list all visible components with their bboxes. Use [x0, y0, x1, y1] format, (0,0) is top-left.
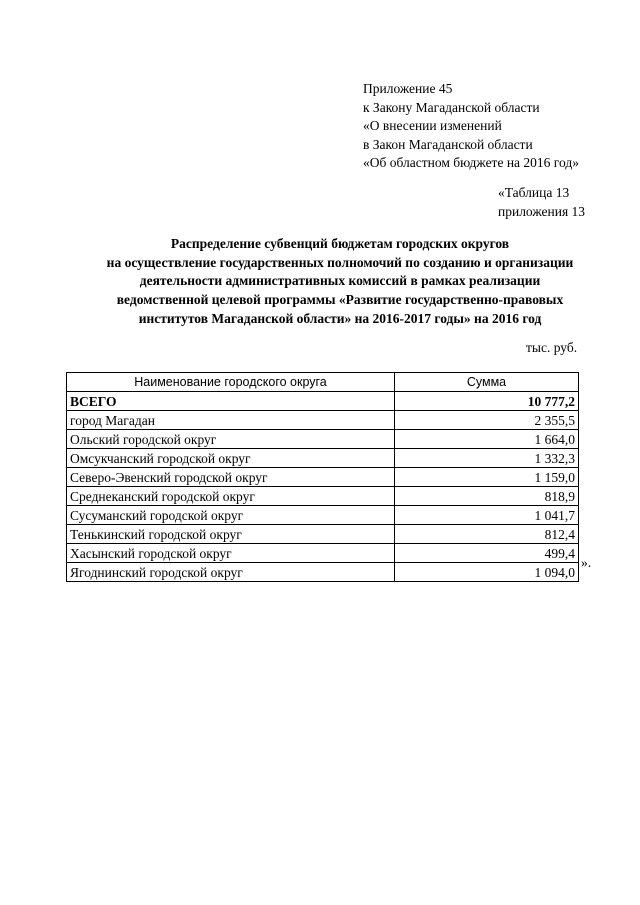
district-name: Хасынский городской округ: [67, 544, 395, 563]
subvention-table: [66, 372, 579, 582]
appendix-line: Приложение 45: [363, 81, 453, 96]
table-reference: [498, 184, 585, 221]
district-name: Тенькинский городской округ: [67, 525, 395, 544]
table-row: [67, 449, 579, 468]
appendix-line: «Об областном бюджете на 2016 год»: [363, 155, 579, 170]
appendix-line: к Закону Магаданской области: [363, 99, 540, 115]
table-reference-line: приложения 13: [498, 203, 586, 219]
district-name: Среднеканский городской округ: [67, 487, 395, 506]
table-row: [67, 430, 579, 449]
table-row: [67, 487, 579, 506]
district-sum: 1 159,0: [395, 468, 579, 487]
document-title: [50, 235, 630, 329]
district-sum: 812,4: [395, 525, 579, 544]
district-sum: 1 094,0: [395, 563, 579, 582]
district-name: Омсукчанский городской округ: [67, 449, 395, 468]
district-sum: 1 332,3: [395, 449, 579, 468]
table-header-row: [67, 373, 579, 392]
table-row: [67, 525, 579, 544]
table-row: [67, 506, 579, 525]
total-label: ВСЕГО: [67, 392, 395, 411]
district-sum: 1 041,7: [395, 506, 579, 525]
appendix-line: в Закон Магаданской области: [363, 136, 533, 152]
title-line: деятельности административных комиссий в рамках реализации: [139, 273, 541, 289]
district-name: Северо-Эвенский городской округ: [67, 468, 395, 487]
title-line: на осуществление государственных полномочий по созданию и организации: [106, 254, 574, 270]
title-line: институтов Магаданской области» на 2016-2017 годы» на 2016 год: [138, 310, 542, 326]
district-sum: 499,4: [395, 544, 579, 563]
title-line: ведомственной целевой программы «Развитие государственно-правовых: [116, 292, 564, 308]
district-sum: 1 664,0: [395, 430, 579, 449]
district-name: город Магадан: [67, 411, 395, 430]
district-name: Ягоднинский городской округ: [67, 563, 395, 582]
district-name: Ольский городской округ: [67, 430, 395, 449]
appendix-line: «О внесении изменений: [363, 118, 502, 133]
district-name: Сусуманский городской округ: [67, 506, 395, 525]
unit-label: тыс. руб.: [526, 340, 578, 355]
district-sum: 818,9: [395, 487, 579, 506]
header-sum: Сумма: [395, 373, 579, 392]
closing-quote-mark: ».: [581, 555, 592, 570]
table-row: [67, 563, 579, 582]
district-sum: 2 355,5: [395, 411, 579, 430]
table-row: [67, 411, 579, 430]
total-row: [67, 392, 579, 411]
table-row: [67, 544, 579, 563]
total-value: 10 777,2: [395, 392, 579, 411]
table-reference-line: «Таблица 13: [498, 185, 570, 200]
table-row: [67, 468, 579, 487]
header-name: Наименование городского округа: [67, 373, 395, 392]
title-line: Распределение субвенций бюджетам городских округов: [170, 236, 510, 251]
appendix-header: [363, 80, 579, 173]
